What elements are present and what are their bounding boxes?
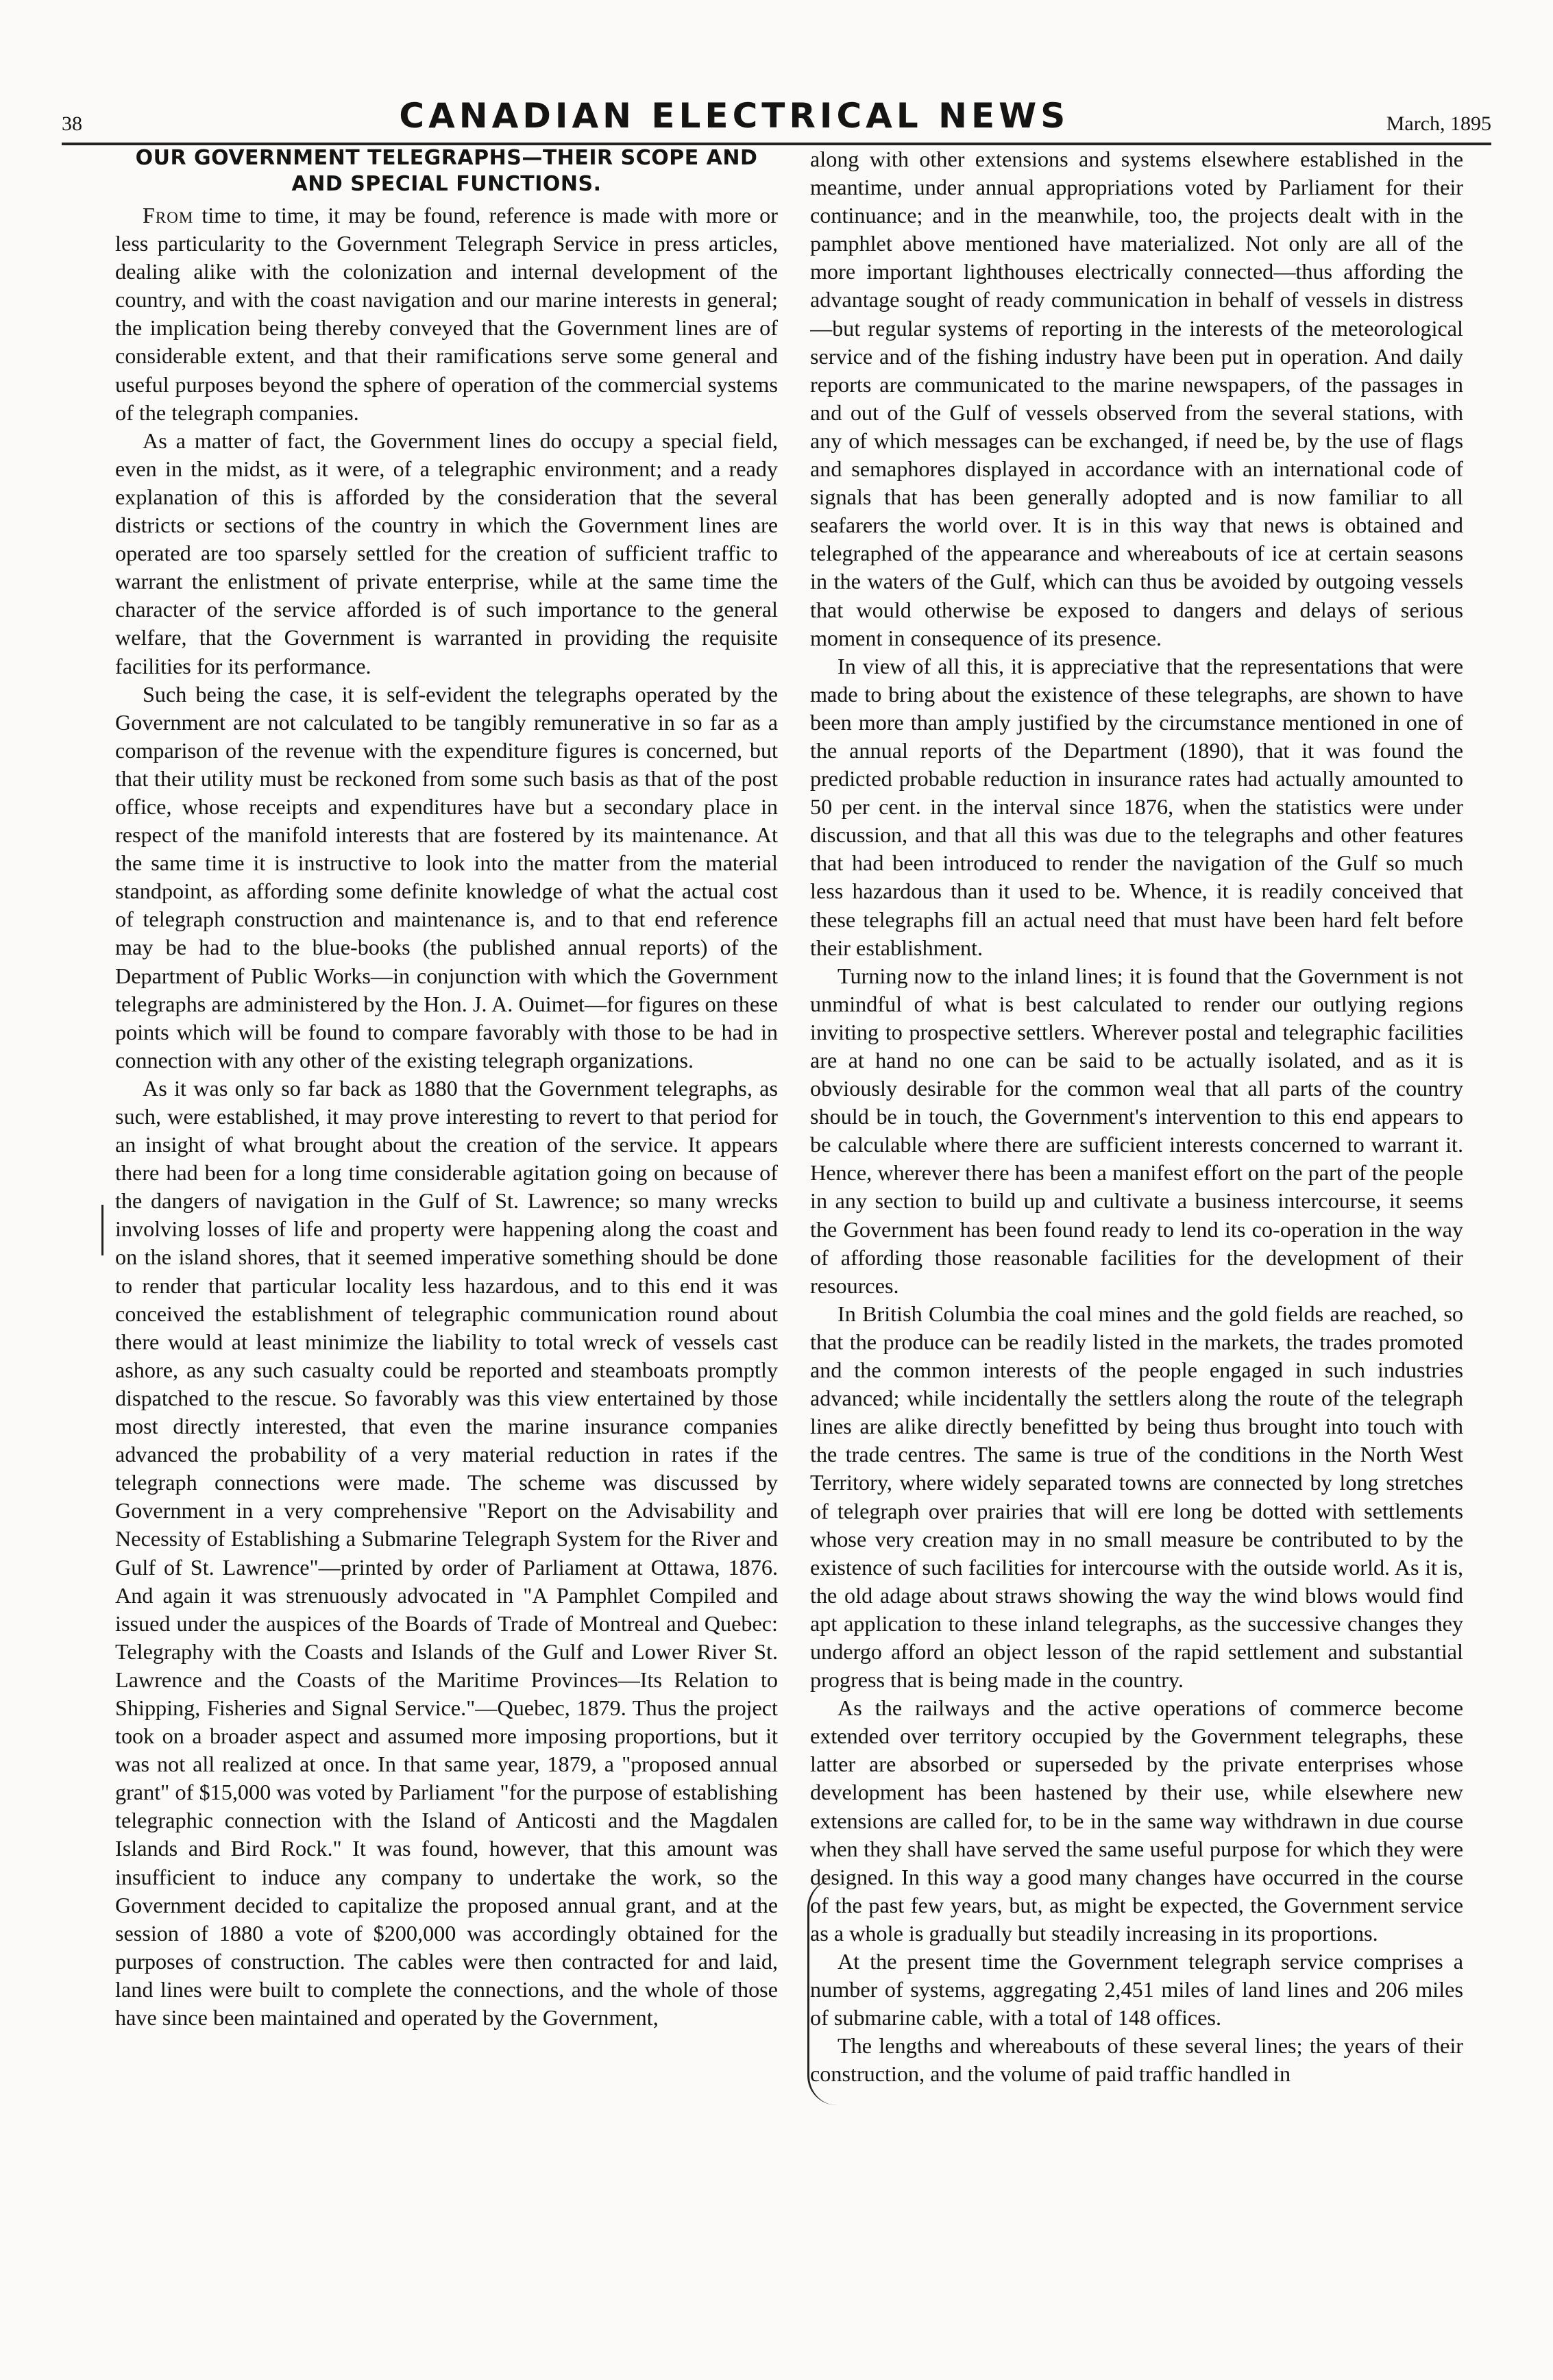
paragraph-4: As it was only so far back as 1880 that the Government telegraphs, as such, were established, it may prove interesting to revert to that period for an insight of what brought about the creation of the service. It appears there had been for a long time considerable agitation going on because of the dangers of navigation in the Gulf of St. Lawrence; so many wrecks involving losses of life and property were happening along the coast and on the island shores, that it seemed imperative something should be done to render that particular locality less hazardous, and to this end it was conceived the establishment of telegraphic communication round about there would at least minimize the liability to total wreck of vessels cast ashore, as any such casualty could be reported and steamboats promptly dispatched to the rescue. So favorably was this view entertained by those most directly interested, that even the marine insurance companies advanced the probability of a very material reduction in rates if the telegraph connections were made. The scheme was discussed by Government in a very comprehensive "Report on the Advisability and Necessity of Establishing a Submarine Telegraph System for the River and Gulf of St. Lawrence"—printed by order of Parliament at Ottawa, 1876. And again it was strenuously advocated in "A Pamphlet Compiled and issued under the auspices of the Boards of Trade of Montreal and Quebec: Telegraphy with the Coasts and Islands of the Gulf and Lower River St. Lawrence and the Coasts of the Maritime Provinces—Its Relation to Shipping, Fisheries and Signal Service."—Quebec, 1879. Thus the project took on a broader aspect and assumed more imposing proportions, but it was not all realized at once. In that same year, 1879, a "proposed annual grant" of $15,000 was voted by Parliament "for the purpose of establishing telegraphic connection with the Island of Anticosti and the Magdalen Islands and Bird Rock." It was found, however, that this amount was insufficient to induce any company to undertake the work, so the Government decided to capitalize the proposed annual grant, and at the session of 1880 a vote of $200,000 was accordingly obtained for the purposes of construction. The cables were then contracted for and laid, land lines were built to complete the connections, and the whole of those have since been maintained and operated by the Government, bbox=[115, 1075, 778, 2030]
lead-word: From bbox=[143, 203, 194, 228]
paragraph-1 bbox=[115, 201, 778, 427]
left-column bbox=[115, 145, 778, 2335]
margin-bracket-right bbox=[807, 1879, 837, 2105]
article-headline: OUR GOVERNMENT TELEGRAPHS—THEIR SCOPE AND AND SPECIAL FUNCTIONS. bbox=[135, 146, 758, 196]
paragraph-6: Turning now to the inland lines; it is found that the Government is not unmindful of what is best calculated to render our outlying regions inviting to prospective settlers. Wherever postal and telegraphic facilities are at hand no one can be said to be actually isolated, and as it is obviously desirable for the common weal that all parts of the country should be in touch, the Government's intervention to this end appears to be calculable where there are sufficient interests concerned to warrant it. Hence, wherever there has been a manifest effort on the part of the people in any section to build up and cultivate a business intercourse, it seems the Government has been found ready to lend its co-operation in the way of affording those reasonable facilities for the development of their resources. bbox=[810, 963, 1463, 1298]
page-header bbox=[62, 81, 1491, 145]
paragraph-7: In British Columbia the coal mines and the gold fields are reached, so that the produce can be readily listed in the markets, the trades promoted and the common interests of the people engaged in such industries advanced; while incidentally the settlers along the route of the telegraph lines are alike directly benefitted by being thus brought into touch with the trade centres. The same is true of the conditions in the North West Territory, where widely separated towns are connected by long stretches of telegraph over prairies that will ere long be dotted with settlements whose very creation may in no small measure be contributed to by the existence of such facilities for intercourse with the outside world. As it is, the old adage about straws showing the way the wind blows would find apt application to these inland telegraphs, as the successive changes they undergo afford an object lesson of the rapid settlement and substantial progress that is being made in the country. bbox=[810, 1301, 1463, 1693]
paragraph-1-text: time to time, it may be found, reference is made with more or less particularity to the Government Telegraph Service in press articles, dealing alike with the colonization and internal development of the country, and with the coast navigation and our marine interests in general; the implication being thereby conveyed that the Government lines are of considerable extent, and that their ramifications serve some general and useful purposes beyond the sphere of operation of the commercial systems of the telegraph companies. bbox=[115, 203, 778, 425]
right-column bbox=[810, 145, 1463, 2335]
margin-marker-left bbox=[101, 1205, 103, 1255]
paragraph-2: As a matter of fact, the Government lines do occupy a special field, even in the midst, as it were, of a telegraphic environment; and a ready explanation of this is afforded by the consideration that the several districts or sections of the country in which the Government lines are operated are too sparsely settled for the creation of sufficient traffic to warrant the enlistment of private enterprise, while at the same time the character of the service afforded is of such importance to the general welfare, that the Government is warranted in providing the requisite facilities for its performance. bbox=[115, 428, 778, 678]
paragraph-continued: along with other extensions and systems elsewhere established in the meantime, under annual appropriations voted by Parliament for their continuance; and in the meanwhile, too, the projects dealt with in the pamphlet above mentioned have materialized. Not only are all of the more important lighthouses electrically connected—thus affording the advantage sought of ready communication in behalf of vessels in distress—but regular systems of reporting in the interests of the meteorological service and of the fishing industry have been put in operation. And daily reports are communicated to the marine newspapers, of the passages in and out of the Gulf of vessels observed from the several stations, with any of which messages can be exchanged, if need be, by the use of flags and semaphores displayed in accordance with an international code of signals that has been generally adopted and is now familiar to all seafarers the world over. It is in this way that news is obtained and telegraphed of the appearance and whereabouts of ice at certain seasons in the waters of the Gulf, which can thus be avoided by outgoing vessels that would otherwise be exposed to dangers and delays of serious moment in consequence of its presence. bbox=[810, 147, 1463, 650]
paragraph-8: As the railways and the active operations of commerce become extended over territory occupied by the Government telegraphs, these latter are absorbed or superseded by the private enterprises whose development has been hastened by their use, while elsewhere new extensions are called for, to be in the same way withdrawn in due course when they shall have served the same useful purpose for which they were designed. In this way a good many changes have occurred in the course of the past few years, but, as might be expected, the Government service as a whole is gradually but steadily increasing in its proportions. bbox=[810, 1695, 1463, 1946]
issue-date: March, 1895 bbox=[1386, 112, 1491, 135]
paragraph-3: Such being the case, it is self-evident the telegraphs operated by the Government are not calculated to be tangibly remunerative in so far as a comparison of the revenue with the expenditure figures is concerned, but that their utility must be reckoned from some such basis as that of the post office, whose receipts and expenditures have but a secondary place in respect of the manifold interests that are fostered by its maintenance. At the same time it is instructive to look into the matter from the material standpoint, as affording some definite knowledge of what the actual cost of telegraph construction and maintenance is, and to that end reference may be had to the blue-books (the published annual reports) of the Department of Public Works—in conjunction with which the Government telegraphs are administered by the Hon. J. A. Ouimet—for figures on these points which will be found to compare favorably with those to be had in connection with any other of the existing telegraph organizations. bbox=[115, 681, 778, 1072]
masthead-title: CANADIAN ELECTRICAL NEWS bbox=[399, 96, 1070, 136]
paragraph-5: In view of all this, it is appreciative that the representations that were made to bring about the existence of these telegraphs, are shown to have been more than amply justified by the circumstance mentioned in one of the annual reports of the Department (1890), that it was found the predicted probable reduction in insurance rates had actually amounted to 50 per cent. in the interval since 1876, when the statistics were under discussion, and that all this was due to the telegraphs and other features that had been introduced to render the navigation of the Gulf so much less hazardous than it used to be. Whence, it is readily conceived that these telegraphs fill an actual need that must have been hard felt before their establishment. bbox=[810, 653, 1463, 960]
paragraph-10: The lengths and whereabouts of these several lines; the years of their construction, and the volume of paid traffic handled in bbox=[810, 2033, 1463, 2087]
page-number: 38 bbox=[62, 112, 82, 135]
paragraph-9: At the present time the Government telegraph service comprises a number of systems, aggregating 2,451 miles of land lines and 206 miles of submarine cable, with a total of 148 offices. bbox=[810, 1949, 1463, 2031]
